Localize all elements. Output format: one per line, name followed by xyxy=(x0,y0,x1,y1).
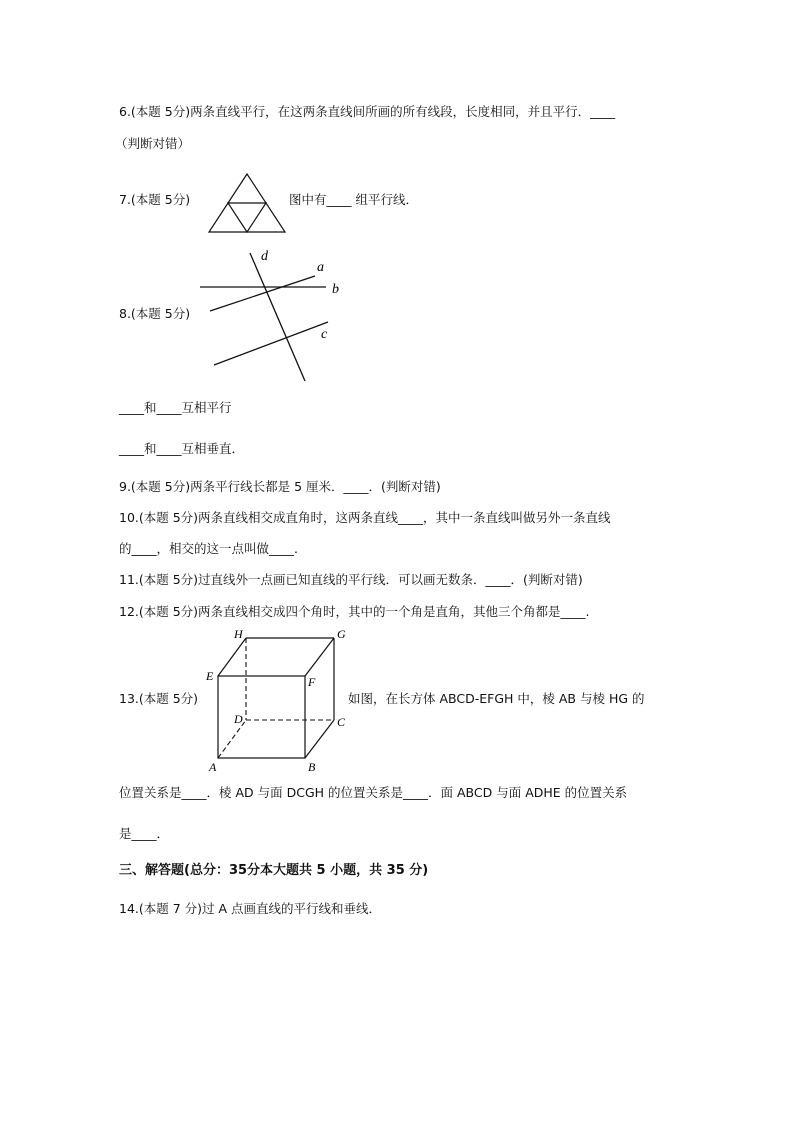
q8-label-d: d xyxy=(261,249,268,264)
q12-text: 12.(本题 5分)两条直线相交成四个角时，其中的一个角是直角，其他三个角都是____. xyxy=(119,604,590,619)
cuboid-label-D: D xyxy=(234,712,243,726)
cuboid-label-H: H xyxy=(234,627,243,641)
section3-heading: 三、解答题(总分：35分本大题共 5 小题，共 35 分) xyxy=(119,863,429,878)
cuboid-label-B: B xyxy=(308,760,316,774)
q13-line2: 位置关系是____．棱 AD 与面 DCGH 的位置关系是____．面 ABCD 与面 ADHE 的位置关系 xyxy=(119,785,628,800)
q13-text: 如图，在长方体 ABCD-EFGH 中，棱 AB 与棱 HG 的 xyxy=(348,691,645,706)
q8-line-c xyxy=(214,322,328,365)
q8-label-b: b xyxy=(332,282,339,297)
q13-label: 13.(本题 5分) xyxy=(119,691,199,706)
cuboid-label-F: F xyxy=(308,675,316,689)
q11-text: 11.(本题 5分)过直线外一点画已知直线的平行线．可以画无数条．____．(判断对错) xyxy=(119,572,583,587)
q7-label: 7.(本题 5分) xyxy=(119,192,191,207)
cuboid-label-E: E xyxy=(206,669,214,683)
cuboid-edge-BC xyxy=(305,720,334,758)
q6-line1: 6.(本题 5分)两条直线平行，在这两条直线间所画的所有线段，长度相同，并且平行．____ xyxy=(119,104,616,119)
cuboid-edge-EH xyxy=(218,638,246,676)
q8-label: 8.(本题 5分) xyxy=(119,306,191,321)
q10-line1: 10.(本题 5分)两条直线相交成直角时，这两条直线____，其中一条直线叫做另外一条直线 xyxy=(119,510,611,525)
cuboid-label-A: A xyxy=(209,760,217,774)
cuboid-front-face xyxy=(218,676,305,758)
cuboid-edge-FG xyxy=(305,638,334,676)
cuboid-label-G: G xyxy=(337,627,346,641)
cuboid-label-C: C xyxy=(337,715,346,729)
q7-inner-triangle xyxy=(228,203,266,232)
q8-line1: ____和____互相平行 xyxy=(119,400,232,415)
q9-text: 9.(本题 5分)两条平行线长都是 5 厘米．____．(判断对错) xyxy=(119,479,441,494)
q7-triangle-figure xyxy=(207,172,287,234)
q8-lines-figure xyxy=(198,243,358,388)
q6-line2: （判断对错） xyxy=(115,136,191,151)
q8-line2: ____和____互相垂直． xyxy=(119,441,245,456)
q8-label-c: c xyxy=(321,327,328,342)
q13-cuboid-figure xyxy=(203,626,353,776)
q8-line-d xyxy=(250,253,305,381)
q10-line2: 的____，相交的这一点叫做____. xyxy=(119,541,298,556)
q7-text: 图中有____ 组平行线． xyxy=(289,192,418,207)
q8-label-a: a xyxy=(317,260,324,275)
q13-line3: 是____． xyxy=(119,826,170,841)
q14-text: 14.(本题 7 分)过 A 点画直线的平行线和垂线． xyxy=(119,901,382,916)
